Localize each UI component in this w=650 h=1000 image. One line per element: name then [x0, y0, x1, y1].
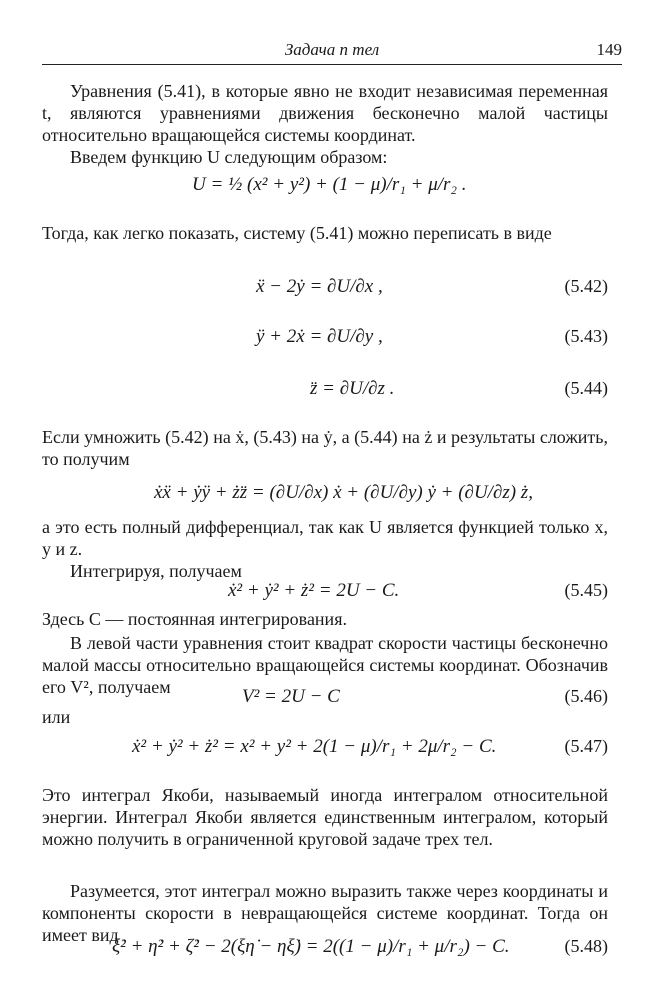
equation-5-48: [42, 926, 608, 970]
equation-u-definition: [42, 164, 608, 208]
page-header: [42, 40, 622, 62]
paragraph-7: Здесь C — постоянная интегрирования.: [42, 609, 347, 629]
paragraph-11: Разумеется, этот интеграл можно выразить также через координаты и компоненты скорости в невращающейся системе координат. Тогда он имеет вид: [42, 881, 608, 945]
paragraph-10: Это интеграл Якоби, называемый иногда интегралом относительной энергии. Интеграл Якоби является единственным интегралом, который можно получить в ограниченной круговой задаче трех тел.: [42, 785, 608, 849]
equation-5-47-formula: ẋ² + ẏ² + ż² = x² + y² + 2(1 − μ)/r₁ + 2μ/r₂ − C.: [132, 736, 497, 757]
equation-5-43-number: (5.43): [564, 326, 608, 346]
equation-u-formula: U = ½ (x² + y²) + (1 − μ)/r₁ + μ/r₂ .: [192, 174, 467, 195]
equation-5-44-formula: z̈ = ∂U/∂z .: [310, 378, 395, 399]
header-rule: [42, 64, 622, 65]
equation-5-46-formula: V² = 2U − C: [242, 686, 340, 707]
page-number: 149: [596, 40, 622, 59]
equation-5-42-number: (5.42): [564, 276, 608, 296]
paragraph-4: Если умножить (5.42) на ẋ, (5.43) на ẏ, а (5.44) на ż и результаты сложить, то получим: [42, 427, 608, 469]
equation-5-48-number: (5.48): [564, 936, 608, 956]
equation-5-45-number: (5.45): [564, 580, 608, 600]
paragraph-1: Уравнения (5.41), в которые явно не входит независимая переменная t, являются уравнениями движения бесконечно малой частицы относительно вращающейся системы координат.: [42, 81, 608, 145]
equation-sum-formula: ẋẍ + ẏÿ + żz̈ = (∂U/∂x) ẋ + (∂U/∂y) ẏ + (∂U/∂z) ż,: [154, 482, 533, 503]
equation-5-47: [42, 726, 608, 770]
equation-sum: [42, 472, 608, 516]
paragraph-8: В левой части уравнения стоит квадрат скорости частицы бесконечно малой массы относительно вращающейся системы координат. Обозначив его V², получаем: [42, 633, 608, 697]
equation-5-44-number: (5.44): [564, 378, 608, 398]
paragraph-5: а это есть полный дифференциал, так как U является функцией только x, y и z.: [42, 517, 608, 559]
equation-5-48-formula: ξ̇² + η̇² + ζ̇² − 2(ξη̇ − ηξ̇) = 2((1 − μ)/r₁ + μ/r₂) − C.: [112, 936, 510, 957]
equation-5-43: [42, 316, 608, 360]
equation-5-47-number: (5.47): [564, 736, 608, 756]
paragraph-2: Введем функцию U следующим образом:: [70, 147, 388, 167]
paragraph-3: Тогда, как легко показать, систему (5.41) можно переписать в виде: [42, 223, 552, 243]
equation-5-42-formula: ẍ − 2ẏ = ∂U/∂x ,: [256, 276, 383, 297]
equation-5-42: [42, 266, 608, 310]
equation-5-43-formula: ÿ + 2ẋ = ∂U/∂y ,: [256, 326, 383, 347]
equation-5-45-formula: ẋ² + ẏ² + ż² = 2U − C.: [228, 580, 400, 601]
paragraph-6: Интегрируя, получаем: [70, 561, 242, 581]
running-title: Задача п тел: [284, 40, 380, 59]
equation-5-46: [42, 676, 608, 720]
equation-5-46-number: (5.46): [564, 686, 608, 706]
equation-5-44: [42, 368, 608, 412]
paragraph-9: или: [42, 707, 71, 727]
